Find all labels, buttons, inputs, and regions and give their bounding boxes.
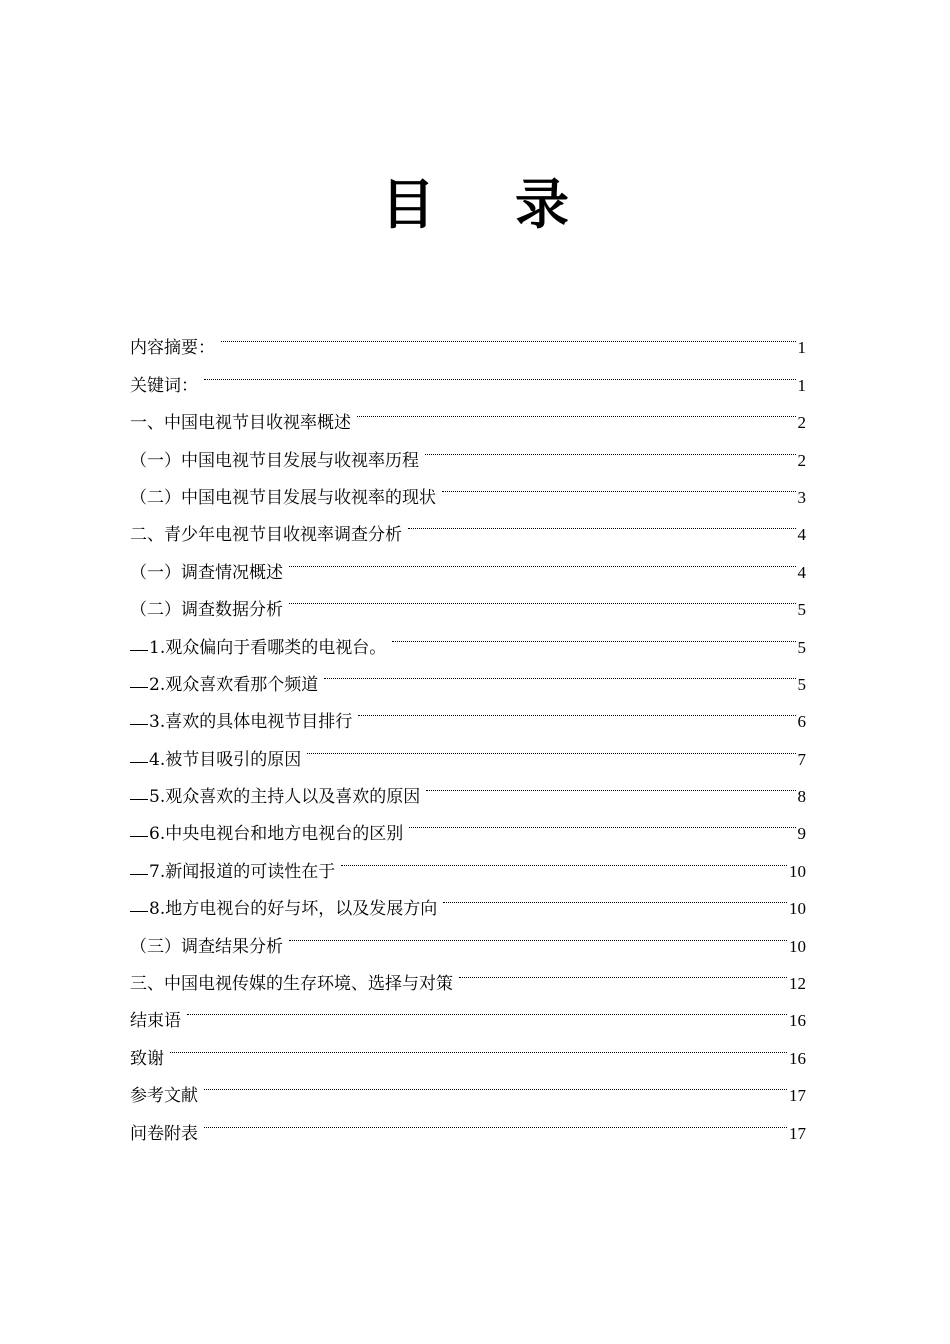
toc-entry-text: 致谢: [130, 1048, 164, 1069]
toc-entry-label: [130, 368, 204, 405]
toc-entry-leader-dots: [425, 428, 796, 465]
toc-entry-text: 3.喜欢的具体电视节目排行: [149, 712, 353, 733]
toc-entry-leader-dots: [289, 540, 796, 577]
toc-entry-leader-dots: [170, 1026, 787, 1063]
toc-title-char-1: 目: [381, 173, 435, 236]
toc-entry-text: 参考文献: [130, 1086, 198, 1107]
toc-entry-leader-dots: [204, 353, 796, 390]
toc-entry-page-number: 16: [789, 1048, 806, 1068]
toc-entry-underline-mark: [130, 835, 148, 837]
toc-entry-page-number: 5: [797, 674, 806, 694]
toc-entry-leader-dots: [187, 989, 787, 1026]
toc-entry-text: 2.观众喜欢看那个频道: [149, 674, 319, 695]
toc-entry-text: 1.观众偏向于看哪类的电视台。: [149, 637, 387, 658]
toc-entry-page-number: 7: [797, 749, 806, 769]
toc-entry-text: 6.中央电视台和地方电视台的区别: [149, 824, 404, 845]
toc-entry-label: [130, 742, 307, 779]
toc-entry-page-number: 10: [789, 936, 806, 956]
toc-entry-text: 8.地方电视台的好与坏，以及发展方向: [149, 899, 438, 920]
toc-entry-page-number: 1: [797, 375, 806, 395]
toc-title: [0, 170, 950, 240]
toc-entry-label: [130, 1041, 170, 1078]
toc-entry-page-number: 4: [797, 562, 806, 582]
toc-entry-leader-dots: [289, 914, 787, 951]
toc-entry-text: 5.观众喜欢的主持人以及喜欢的原因: [149, 787, 421, 808]
toc-entry-label: [130, 1078, 204, 1115]
toc-entry-leader-dots: [324, 653, 795, 690]
toc-entry-text: 三、中国电视传媒的生存环境、选择与对策: [130, 974, 453, 995]
toc-entry-page-number: 16: [789, 1011, 806, 1031]
toc-entry-text: 关键词：: [130, 375, 198, 396]
toc-entry-leader-dots: [204, 1101, 787, 1138]
toc-entry-underline-mark: [130, 761, 148, 763]
toc-entry-leader-dots: [459, 952, 787, 989]
toc-entry-page-number: 17: [789, 1123, 806, 1143]
toc-entry-leader-dots: [409, 802, 795, 839]
toc-entry-leader-dots: [289, 578, 796, 615]
toc-entry-label: [130, 854, 341, 891]
toc-entry-leader-dots: [341, 839, 787, 876]
toc-entry-text: 一、中国电视节目收视率概述: [130, 413, 351, 434]
toc-entry-page-number: 10: [789, 899, 806, 919]
toc-entry-page-number: 17: [789, 1086, 806, 1106]
toc-entry-text: （三）调查结果分析: [130, 936, 283, 957]
toc-entry[interactable]: [130, 1026, 806, 1069]
toc-entry[interactable]: [130, 1064, 806, 1107]
toc-title-char-2: 录: [515, 173, 569, 236]
toc-entry-text: 结束语: [130, 1011, 181, 1032]
toc-entry-label: [130, 667, 324, 704]
toc-entry-text: （一）中国电视节目发展与收视率历程: [130, 450, 419, 471]
toc-entry-leader-dots: [442, 466, 796, 503]
toc-entry-label: [130, 555, 289, 592]
toc-entry[interactable]: [130, 989, 806, 1032]
toc-entry-label: [130, 929, 289, 966]
toc-entry-label: [130, 480, 442, 517]
toc-entry-page-number: 10: [789, 861, 806, 881]
toc-entry-leader-dots: [443, 877, 787, 914]
toc-entry-label: [130, 405, 357, 442]
toc-entry-underline-mark: [130, 910, 148, 912]
toc-entry-leader-dots: [426, 765, 795, 802]
toc-entry-text: 问卷附表: [130, 1123, 198, 1144]
toc-entry-underline-mark: [130, 873, 148, 875]
toc-entry-underline-mark: [130, 723, 148, 725]
toc-entry-label: [130, 443, 425, 480]
toc-entry-page-number: 9: [797, 824, 806, 844]
toc-entry[interactable]: [130, 316, 806, 359]
toc-entry-label: [130, 1116, 204, 1153]
toc-entry-leader-dots: [358, 690, 795, 727]
toc-entry-page-number: 8: [797, 787, 806, 807]
toc-entry-leader-dots: [408, 503, 796, 540]
toc-entry-text: （二）调查数据分析: [130, 600, 283, 621]
toc-entry[interactable]: [130, 353, 806, 396]
toc-entry[interactable]: [130, 1101, 806, 1144]
toc-entry-page-number: 3: [797, 487, 806, 507]
toc-entry-page-number: 2: [797, 450, 806, 470]
toc-entry-underline-mark: [130, 686, 148, 688]
toc-entry-text: （二）中国电视节目发展与收视率的现状: [130, 487, 436, 508]
toc-entry-label: [130, 592, 289, 629]
toc-entry-leader-dots: [307, 727, 795, 764]
toc-entry-page-number: 5: [797, 637, 806, 657]
toc-entry-text: 二、青少年电视节目收视率调查分析: [130, 525, 402, 546]
toc-list: [130, 316, 806, 1144]
toc-entry-page-number: 2: [797, 413, 806, 433]
toc-entry-text: 内容摘要：: [130, 338, 215, 359]
toc-entry[interactable]: [130, 391, 806, 434]
toc-entry-leader-dots: [221, 316, 796, 353]
toc-entry-page-number: 12: [789, 974, 806, 994]
toc-entry-underline-mark: [130, 798, 148, 800]
toc-entry-leader-dots: [357, 391, 796, 428]
toc-entry-text: 4.被节目吸引的原因: [149, 749, 302, 770]
toc-entry-page-number: 5: [797, 600, 806, 620]
toc-entry-page-number: 1: [797, 338, 806, 358]
toc-entry-text: 7.新闻报道的可读性在于: [149, 861, 336, 882]
toc-entry-leader-dots: [392, 615, 795, 652]
toc-entry-leader-dots: [204, 1064, 787, 1101]
toc-entry-page-number: 4: [797, 525, 806, 545]
toc-entry-label: [130, 779, 426, 816]
toc-entry-underline-mark: [130, 649, 148, 651]
toc-entry-text: （一）调查情况概述: [130, 562, 283, 583]
toc-entry-page-number: 6: [797, 712, 806, 732]
